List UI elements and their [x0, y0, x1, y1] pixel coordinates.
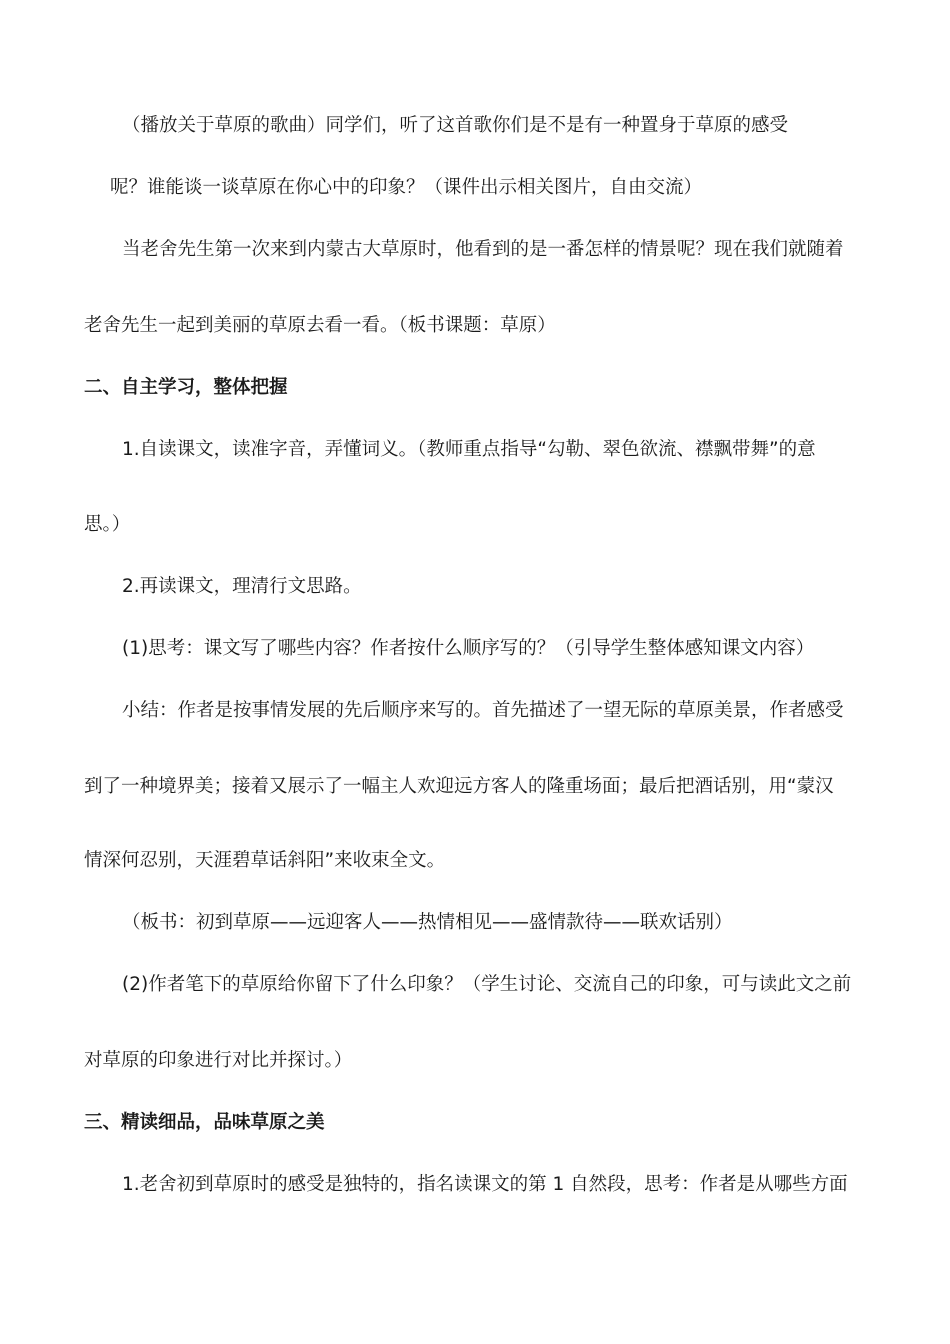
paragraph-line: (1)思考：课文写了哪些内容？作者按什么顺序写的？（引导学生整体感知课文内容） [122, 638, 815, 659]
paragraph-line: 当老舍先生第一次来到内蒙古大草原时，他看到的是一番怎样的情景呢？现在我们就随着 [122, 239, 844, 260]
paragraph-line: （播放关于草原的歌曲）同学们，听了这首歌你们是不是有一种置身于草原的感受 [122, 115, 789, 136]
paragraph-line: 1.自读课文，读准字音，弄懂词义。（教师重点指导“勾勒、翠色欲流、襟飘带舞”的意 [122, 439, 816, 460]
paragraph-line: 思。） [84, 514, 131, 535]
paragraph-line: (2)作者笔下的草原给你留下了什么印象？（学生讨论、交流自己的印象，可与读此文之前 [122, 974, 852, 995]
section-heading: 二、自主学习，整体把握 [84, 377, 288, 398]
paragraph-line: （板书：初到草原——远迎客人——热情相见——盛情款待——联欢话别） [122, 912, 733, 933]
paragraph-line: 情深何忍别，天涯碧草话斜阳”来收束全文。 [84, 850, 446, 871]
paragraph-line: 1.老舍初到草原时的感受是独特的，指名读课文的第 1 自然段，思考：作者是从哪些方面 [122, 1174, 848, 1195]
section-heading: 三、精读细品，品味草原之美 [84, 1112, 325, 1133]
paragraph-line: 2.再读课文，理清行文思路。 [122, 576, 362, 597]
paragraph-line: 老舍先生一起到美丽的草原去看一看。（板书课题：草原） [84, 315, 556, 336]
paragraph-line: 到了一种境界美；接着又展示了一幅主人欢迎远方客人的隆重场面；最后把酒话别，用“蒙汉 [84, 776, 834, 797]
paragraph-line: 呢？谁能谈一谈草原在你心中的印象？（课件出示相关图片，自由交流） [110, 177, 703, 198]
paragraph-line: 对草原的印象进行对比并探讨。） [84, 1050, 353, 1071]
paragraph-line: 小结：作者是按事情发展的先后顺序来写的。首先描述了一望无际的草原美景，作者感受 [122, 700, 844, 721]
